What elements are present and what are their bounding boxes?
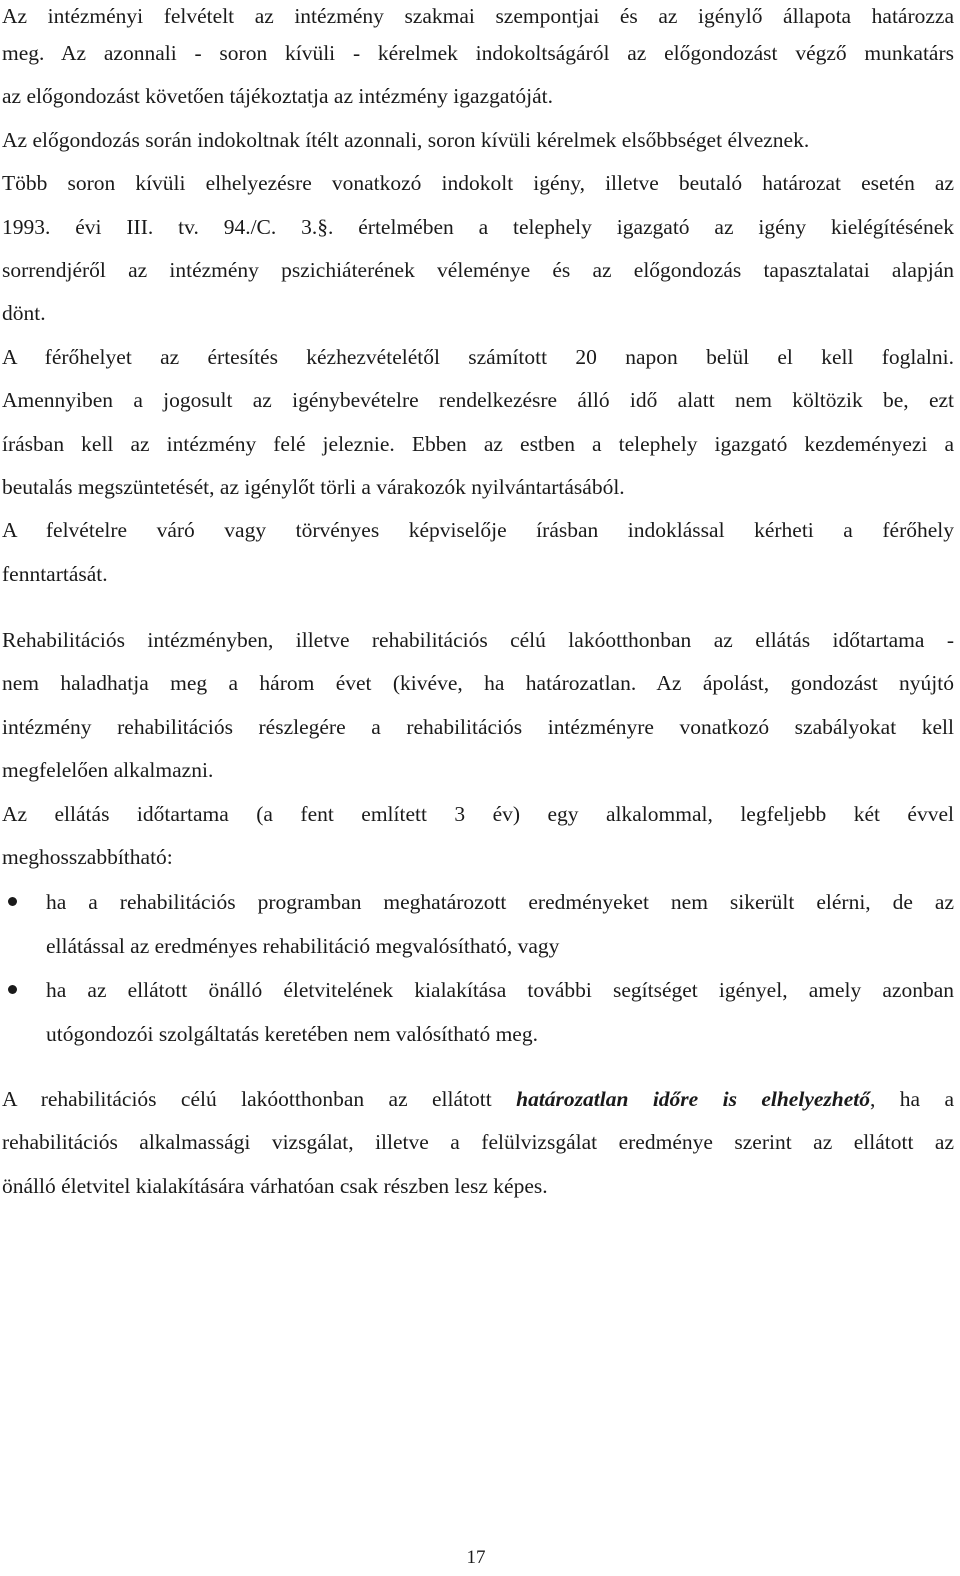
text-segment: , ha a xyxy=(870,1086,954,1111)
bullet-list xyxy=(2,881,954,1056)
text-line: sorrendjéről az intézmény pszichiáterének véleménye és az előgondozás tapasztalatai alapján xyxy=(2,257,954,282)
bullet-icon xyxy=(8,897,17,906)
paragraph-priority xyxy=(2,119,954,162)
text-line: dönt. xyxy=(2,301,46,326)
bullet-icon xyxy=(8,985,17,994)
text-line: Az ellátás időtartama (a fent említett 3 év) egy alkalommal, legfeljebb két évvel xyxy=(2,801,954,826)
paragraph-spacer xyxy=(2,1056,954,1078)
paragraph-multiple-requests xyxy=(2,162,954,336)
paragraph-rehabilitation-duration xyxy=(2,619,954,793)
text-line: rehabilitációs alkalmassági vizsgálat, illetve a felülvizsgálat eredménye szerint az ellátott az xyxy=(2,1130,954,1155)
list-item xyxy=(2,881,954,968)
paragraph-occupancy-deadline xyxy=(2,336,954,510)
text-line: A felvételre váró vagy törvényes képviselője írásban indoklással kérheti a férőhely xyxy=(2,518,954,543)
text-line: ellátással az eredményes rehabilitáció megvalósítható, vagy xyxy=(46,933,560,958)
text-line: Amennyiben a jogosult az igénybevételre rendelkezésre álló idő alatt nem költözik be, ezt xyxy=(2,388,954,413)
text-line: beutalás megszüntetését, az igénylőt törli a várakozók nyilvántartásából. xyxy=(2,474,625,499)
text-line xyxy=(2,881,954,924)
paragraph-extension xyxy=(2,793,954,880)
text-line: önálló életvitel kialakítására várhatóan csak részben lesz képes. xyxy=(2,1173,548,1198)
text-line: fenntartását. xyxy=(2,561,108,586)
text-line: Rehabilitációs intézményben, illetve rehabilitációs célú lakóotthonban az ellátás időtartama - xyxy=(2,628,954,653)
list-item xyxy=(2,969,954,1056)
paragraph-indefinite-placement xyxy=(2,1078,954,1208)
text-line: A férőhelyet az értesítés kézhezvételétől számított 20 napon belül el kell foglalni. xyxy=(2,344,954,369)
text-line: 1993. évi III. tv. 94./C. 3.§. értelmében a telephely igazgató az igény kielégítésének xyxy=(2,214,954,239)
text-line: Az intézményi felvételt az intézmény szakmai szempontjai és az igénylő állapota határozza xyxy=(2,4,954,28)
text-line xyxy=(2,969,954,1012)
text-line: meg. Az azonnali - soron kívüli - kérelmek indokoltságáról az előgondozást végző munkatárs xyxy=(2,41,954,65)
text-line: megfelelően alkalmazni. xyxy=(2,758,214,783)
text-line: meghosszabbítható: xyxy=(2,845,173,870)
text-line: Több soron kívüli elhelyezésre vonatkozó indokolt igény, illetve beutaló határozat esetén az xyxy=(2,171,954,196)
bullet-text: ha az ellátott önálló életvitelének kialakítása további segítséget igényel, amely azonban xyxy=(46,978,954,1003)
bullet-text: ha a rehabilitációs programban meghatározott eredményeket nem sikerült elérni, de az xyxy=(46,890,954,915)
text-line: írásban kell az intézmény felé jeleznie. Ebben az estben a telephely igazgató kezdeményezi a xyxy=(2,431,954,456)
text-segment: A rehabilitációs célú lakóotthonban az ellátott xyxy=(2,1086,517,1111)
text-line xyxy=(2,1078,954,1121)
text-line: Az előgondozás során indokoltnak ítélt azonnali, soron kívüli kérelmek elsőbbséget élveznek. xyxy=(2,127,810,152)
paragraph-admission-criteria xyxy=(2,0,954,119)
text-line: nem haladhatja meg a három évet (kivéve, ha határozatlan. Az ápolást, gondozást nyújtó xyxy=(2,671,954,696)
text-line: utógondozói szolgáltatás keretében nem valósítható meg. xyxy=(46,1021,538,1046)
emphasis-text: határozatlan időre is elhelyezhető xyxy=(516,1086,870,1111)
text-line: intézmény rehabilitációs részlegére a rehabilitációs intézményre vonatkozó szabályokat kell xyxy=(2,714,954,739)
paragraph-reservation xyxy=(2,509,954,596)
page-number: 17 xyxy=(466,1547,486,1568)
text-line: az előgondozást követően tájékoztatja az intézmény igazgatóját. xyxy=(2,84,553,109)
paragraph-spacer xyxy=(2,596,954,619)
